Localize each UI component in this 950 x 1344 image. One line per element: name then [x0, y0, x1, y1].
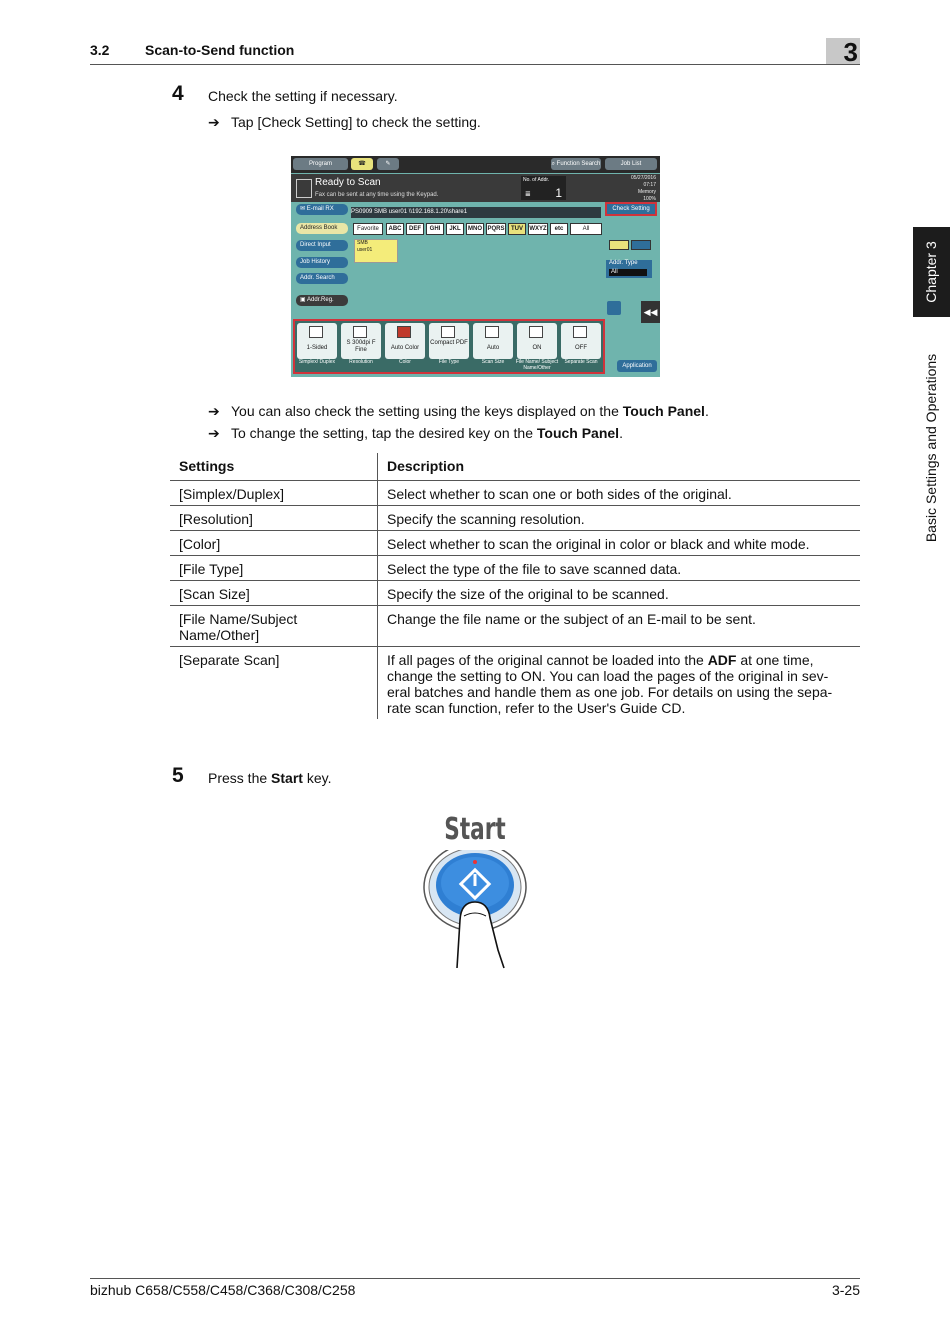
simplex-duplex-key[interactable]: [297, 323, 337, 359]
color-icon: [397, 326, 411, 338]
step-text: Check the setting if necessary.: [208, 88, 398, 104]
table-row: [170, 506, 860, 531]
description-cell: Select whether to scan the original in color or black and white mode.: [378, 531, 861, 556]
addr-reg-button[interactable]: [296, 295, 348, 306]
setting-cell: [File Type]: [179, 561, 244, 577]
touch-panel-term: Touch Panel: [536, 425, 620, 441]
mail-icon: ✉: [300, 206, 306, 212]
addr-type-selector[interactable]: [606, 260, 652, 278]
arrow-icon: ➔: [208, 403, 220, 419]
key-abc[interactable]: ABC: [386, 223, 404, 235]
setting-cell: [Simplex/Duplex]: [179, 486, 285, 502]
touch-panel-screenshot: [291, 156, 660, 377]
ready-status: Ready to Scan: [315, 177, 381, 188]
addr-reg-label: Addr.Reg.: [307, 297, 334, 303]
separate-scan-value: OFF: [575, 345, 587, 351]
direct-input-button[interactable]: Direct Input: [296, 240, 348, 251]
register-icon: ▣: [300, 297, 306, 303]
file-type-icon: [441, 326, 455, 338]
description-header: Description: [378, 453, 861, 481]
separate-scan-key[interactable]: [561, 323, 601, 359]
addr-search-button[interactable]: Addr. Search: [296, 273, 348, 284]
destination-field[interactable]: PS0909 SMB user01 \\192.168.1.20\share1: [351, 207, 601, 218]
setting-cell: [Separate Scan]: [179, 652, 280, 668]
header-rule: [90, 64, 860, 65]
grid-view-icon[interactable]: [609, 240, 629, 250]
table-row: [170, 556, 860, 581]
date: 05/27/2016: [630, 175, 656, 181]
memory-label: Memory: [637, 189, 656, 195]
memory-value: 100%: [643, 196, 656, 202]
fax-note: Fax can be sent at any time using the Keypad.: [315, 192, 439, 198]
chapter-number-box: [826, 37, 860, 67]
collapse-back-button[interactable]: ◀◀: [641, 301, 660, 323]
description-cell: Specify the scanning resolution.: [378, 506, 861, 531]
table-row: [170, 531, 860, 556]
view-toggle: [609, 240, 653, 250]
scroll-down-icon[interactable]: [607, 301, 621, 315]
resolution-label: Resolution: [349, 359, 373, 365]
separate-scan-icon: [573, 326, 587, 338]
key-wxyz[interactable]: WXYZ: [528, 223, 548, 235]
resolution-icon: [353, 326, 367, 338]
job-history-button[interactable]: Job History: [296, 257, 348, 268]
address-entry[interactable]: [354, 239, 398, 263]
section-title: Scan-to-Send function: [145, 42, 295, 58]
step5-text-end: key.: [302, 770, 332, 786]
separate-scan-label: Separate Scan: [564, 359, 598, 365]
file-type-key[interactable]: [429, 323, 469, 359]
table-row: [170, 481, 860, 506]
setting-cell: [Scan Size]: [179, 586, 250, 602]
resolution-key[interactable]: [341, 323, 381, 359]
table-header-row: [170, 453, 860, 481]
job-list-button[interactable]: Job List: [605, 158, 657, 170]
key-jkl[interactable]: JKL: [446, 223, 464, 235]
address-entry-type: SMB: [357, 240, 368, 246]
footer-rule: [90, 1278, 860, 1279]
simplex-label: Simplex/ Duplex: [298, 359, 336, 365]
substep-3-text: To change the setting, tap the desired key on the: [231, 425, 537, 441]
email-rx-button[interactable]: [296, 204, 348, 215]
key-pqrs[interactable]: PQRS: [486, 223, 506, 235]
step5-text: Press the: [208, 770, 272, 786]
chapter-tab-label: Chapter 3: [923, 241, 939, 303]
scan-document-icon: [296, 179, 312, 198]
resolution-value: S 300dpi F Fine: [346, 340, 376, 353]
list-view-icon[interactable]: [631, 240, 651, 250]
status-bar: [291, 174, 660, 202]
page-number: 3-25: [831, 1282, 860, 1298]
scan-size-label: Scan Size: [481, 359, 505, 365]
table-row: [170, 581, 860, 606]
list-icon: ≣: [525, 191, 531, 198]
substep-text-2: [231, 403, 709, 419]
table-row: [170, 606, 860, 647]
simplex-icon: [309, 326, 323, 338]
email-rx-label: E-mail RX: [306, 206, 334, 212]
key-all[interactable]: All: [570, 223, 602, 235]
settings-header: Settings: [179, 458, 235, 474]
function-search-button[interactable]: [551, 158, 601, 170]
separate-scan-desc: If all pages of the original cannot be loaded into the: [387, 652, 708, 668]
start-term: Start: [271, 770, 303, 786]
table-row: [170, 647, 860, 720]
address-count-label: No. of Addr.: [523, 177, 550, 183]
start-key-illustration: [420, 812, 530, 972]
substep-2-text: You can also check the setting using the keys displayed on the: [231, 403, 623, 419]
settings-table: [170, 453, 860, 719]
adf-term: ADF: [707, 652, 737, 668]
substep-3-end: .: [619, 425, 623, 441]
arrow-icon: ➔: [208, 425, 220, 441]
scan-size-key[interactable]: [473, 323, 513, 359]
key-etc[interactable]: etc: [550, 223, 568, 235]
file-name-icon: [529, 326, 543, 338]
key-mno[interactable]: MNO: [466, 223, 484, 235]
description-cell: Select whether to scan one or both sides of the original.: [378, 481, 861, 506]
simplex-value: 1-Sided: [306, 345, 328, 351]
start-button-icon[interactable]: [420, 850, 530, 972]
file-name-value: ON: [532, 345, 542, 351]
chapter-tab: [913, 227, 950, 317]
addr-type-label: Addr. Type: [609, 260, 638, 266]
scan-size-value: Auto: [486, 345, 500, 351]
address-entry-name: user01: [357, 247, 373, 253]
key-ghi[interactable]: GHI: [426, 223, 444, 235]
search-icon: ⌕: [551, 161, 555, 167]
file-name-key[interactable]: [517, 323, 557, 359]
function-search-label: Function Search: [556, 161, 601, 167]
key-def[interactable]: DEF: [406, 223, 424, 235]
fax-icon[interactable]: ☎: [351, 158, 373, 170]
step-number: 5: [172, 764, 184, 787]
function-keys-area: [293, 319, 605, 374]
addr-type-value: All: [609, 269, 647, 276]
description-cell: Change the file name or the subject of an E-mail to be sent.: [378, 606, 861, 647]
file-type-label: File Type: [438, 359, 460, 365]
program-tab[interactable]: Program: [293, 158, 348, 170]
color-key[interactable]: [385, 323, 425, 359]
substep-text-3: [231, 425, 623, 441]
step-number: 4: [172, 82, 184, 105]
key-tuv[interactable]: TUV: [508, 223, 526, 235]
setting-cell: [File Name/Subject Name/Other]: [179, 611, 298, 643]
arrow-icon: ➔: [208, 114, 220, 130]
status-info: [596, 175, 656, 203]
touch-panel-term: Touch Panel: [622, 403, 705, 419]
description-cell: [378, 647, 861, 720]
color-label: Color: [399, 359, 411, 365]
address-book-button[interactable]: Address Book: [296, 223, 348, 234]
chapter-number: 3: [843, 37, 858, 67]
address-count-value: 1: [555, 186, 562, 200]
setting-cell: [Color]: [179, 536, 221, 552]
time: 07:17: [643, 182, 656, 188]
step-text: [208, 770, 331, 786]
color-value: Auto Color: [390, 345, 420, 351]
address-count: [521, 176, 566, 200]
edit-icon[interactable]: ✎: [377, 158, 399, 170]
panel-top-bar: [291, 156, 660, 173]
application-button[interactable]: Application: [617, 360, 657, 372]
model-name: bizhub C658/C558/C458/C368/C308/C258: [90, 1282, 356, 1298]
description-cell: Select the type of the file to save scanned data.: [378, 556, 861, 581]
separate-scan-desc-end: at one time, change the setting to ON. You can load the pages of the original in sev- eral batches and handle them as one job. For details on using the sepa- rate scan function, refer to the User's Guide CD.: [387, 652, 833, 716]
key-favorite[interactable]: Favorite: [353, 223, 383, 235]
substep-2-end: .: [704, 403, 709, 419]
section-side-label-text: Basic Settings and Operations: [923, 353, 939, 543]
section-side-label: [913, 338, 950, 558]
start-label: Start: [444, 812, 506, 847]
setting-cell: [Resolution]: [179, 511, 253, 527]
file-name-label: File Name/ Subject Name/Other: [515, 359, 559, 371]
section-number: 3.2: [90, 42, 110, 58]
file-type-value: Compact PDF: [430, 340, 468, 346]
description-cell: Specify the size of the original to be scanned.: [378, 581, 861, 606]
check-setting-button[interactable]: Check Setting: [605, 202, 657, 216]
substep-text: Tap [Check Setting] to check the setting.: [231, 114, 481, 130]
scan-size-icon: [485, 326, 499, 338]
